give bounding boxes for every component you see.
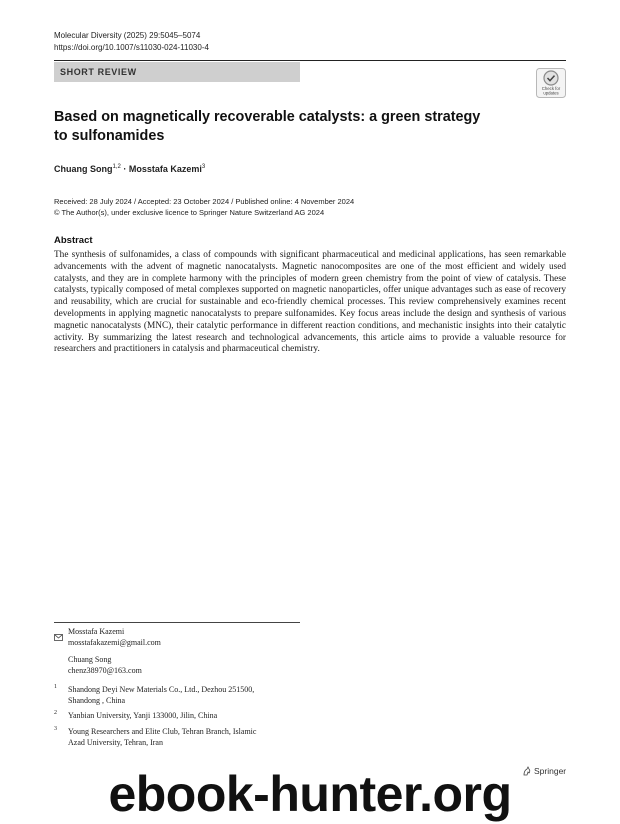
author-affiliation-ref: 1,2	[112, 164, 121, 170]
journal-doi[interactable]: https://doi.org/10.1007/s11030-024-11030-4	[54, 42, 209, 52]
affiliation-text: Yanbian University, Yanji 133000, Jilin, China	[68, 711, 218, 720]
publication-dates	[54, 196, 354, 218]
affiliation-text: Azad University, Tehran, Iran	[68, 738, 163, 747]
coauthor-name: Chuang Song	[68, 655, 112, 664]
publisher-name: Springer	[534, 766, 567, 776]
footnote-rule	[54, 622, 300, 623]
badge-line2: updates	[543, 90, 559, 96]
header-rule	[54, 60, 566, 61]
affiliation-item	[68, 710, 217, 721]
copyright-line: © The Author(s), under exclusive licence to Springer Nature Switzerland AG 2024	[54, 208, 325, 217]
abstract-body: The synthesis of sulfonamides, a class of compounds with significant pharmaceutical and medicinal applications, has seen remarkable advancements with the advent of magnetic nanocatalysts. Magnetic nanocomposites are one of the most efficient and widely used catalysts, and they are in complete harmony with the principles of modern green chemistry from the point of view of catalysis. These catalysts, typically composed of metal complexes supported on magnetic nanoparticles, offer unique advantages such as ease of recovery and reusability, which are crucial for sustainable and eco-friendly chemical processes. This review comprehensively examines recent developments in applying magnetic nanocatalysts to prepare sulfonamides. Key focus areas include the design and synthesis of various magnetic nanocatalysts (MNC), their catalytic performance in different reaction conditions, and mechanistic insights into their catalytic activity. By summarizing the latest research and technological advancements, this article aims to provide a valuable resource for researchers and practitioners in catalysis and pharmaceutical chemistry.	[54, 250, 566, 355]
affiliation-number: 1	[54, 684, 57, 690]
affiliation-text: Young Researchers and Elite Club, Tehran Branch, Islamic	[68, 727, 257, 736]
corresponding-author-name: Mosstafa Kazemi	[68, 627, 125, 636]
correspondence-block	[68, 626, 161, 676]
author-name[interactable]: Mosstafa Kazemi	[128, 164, 202, 174]
affiliation-item	[68, 684, 254, 706]
affiliation-item	[68, 726, 256, 748]
envelope-icon	[54, 628, 63, 635]
author-name[interactable]: Chuang Song	[54, 164, 113, 174]
journal-citation: Molecular Diversity (2025) 29:5045–5074	[54, 31, 201, 40]
article-type-banner	[54, 62, 300, 82]
watermark-text: ebook-hunter.org	[108, 766, 512, 822]
coauthor-email[interactable]: chenz38970@163.com	[68, 666, 142, 675]
affiliation-text: Shandong Deyi New Materials Co., Ltd., Dezhou 251500,	[68, 685, 255, 694]
affiliation-number: 2	[54, 710, 57, 716]
badge-line1: Check for	[541, 86, 561, 91]
article-type-label: SHORT REVIEW	[60, 67, 137, 77]
author-separator: ·	[120, 164, 129, 174]
affiliation-number: 3	[54, 726, 57, 732]
article-title: Based on magnetically recoverable catalysts: a green strategy to sulfonamides	[54, 109, 481, 144]
corresponding-author-email[interactable]: mosstafakazemi@gmail.com	[68, 638, 161, 647]
author-list	[54, 164, 205, 174]
abstract-heading: Abstract	[54, 235, 93, 246]
affiliation-text: Shandong , China	[68, 696, 126, 705]
journal-header	[54, 30, 209, 53]
author-affiliation-ref: 3	[201, 164, 206, 170]
check-for-updates-icon[interactable]	[536, 68, 566, 98]
history-dates: Received: 28 July 2024 / Accepted: 23 October 2024 / Published online: 4 November 2024	[54, 197, 355, 206]
